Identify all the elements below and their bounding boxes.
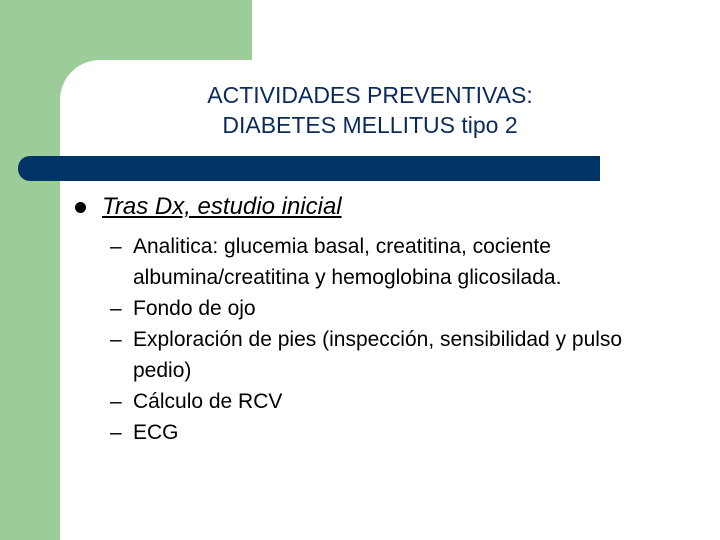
title-line-2: DIABETES MELLITUS tipo 2: [222, 112, 518, 138]
list-item-text: Analitica: glucemia basal, creatitina, cociente albumina/creatitina y hemoglobina glicosilada.: [133, 235, 562, 289]
dash-icon: –: [110, 235, 122, 258]
sub-bullet-list: [110, 231, 670, 448]
list-item: [110, 231, 670, 293]
title-divider-bar: [18, 156, 600, 181]
bullet-dot-icon: [75, 202, 86, 213]
main-bullet-text: Tras Dx, estudio inicial: [102, 193, 342, 220]
title-line-1: ACTIVIDADES PREVENTIVAS:: [207, 82, 533, 108]
dash-icon: –: [110, 328, 122, 351]
slide-title: [110, 80, 630, 140]
list-item: [110, 386, 670, 417]
list-item-text: Exploración de pies (inspección, sensibilidad y pulso pedio): [133, 328, 623, 382]
list-item: [110, 293, 670, 324]
list-item-text: ECG: [133, 421, 179, 444]
dash-icon: –: [110, 297, 122, 320]
dash-icon: –: [110, 390, 122, 413]
dash-icon: –: [110, 421, 122, 444]
list-item-text: Cálculo de RCV: [133, 390, 283, 413]
list-item: [110, 417, 670, 448]
list-item: [110, 324, 670, 386]
list-item-text: Fondo de ojo: [133, 297, 256, 320]
